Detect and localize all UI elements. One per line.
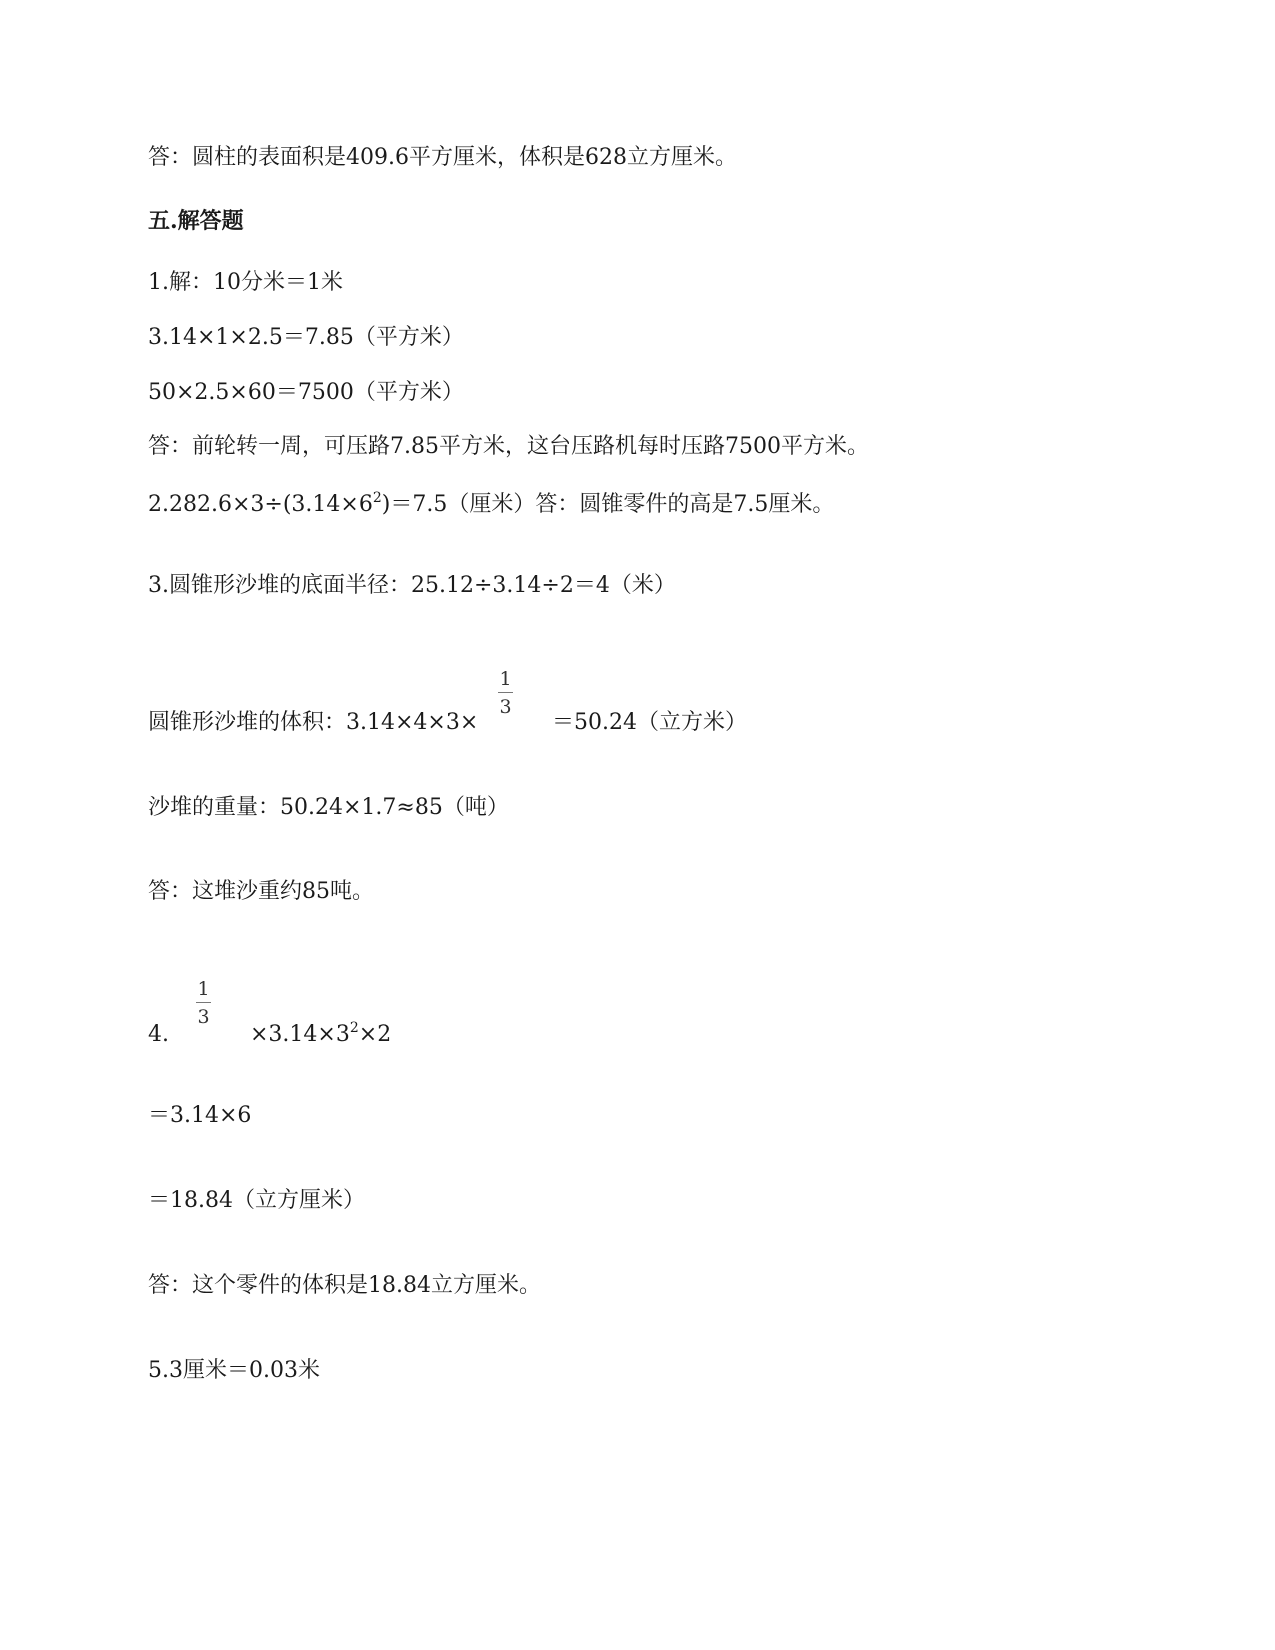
fraction-bar xyxy=(498,692,513,693)
fraction-numerator: 1 xyxy=(197,978,210,1000)
q2-solution xyxy=(148,490,834,520)
fraction-numerator: 1 xyxy=(499,668,512,690)
section-heading: 五.解答题 xyxy=(148,208,244,234)
q1-step2: 50×2.5×60＝7500（平方米） xyxy=(148,380,464,405)
q3-volume-b: ＝50.24（立方米） xyxy=(552,710,747,735)
q1-step1: 3.14×1×2.5＝7.85（平方米） xyxy=(148,325,464,350)
q2-part-a: 2.282.6×3÷(3.14×6 xyxy=(148,492,373,517)
q4-step2: ＝18.84（立方厘米） xyxy=(148,1188,365,1213)
fraction-bar xyxy=(196,1002,211,1003)
q4-number: 4. xyxy=(148,1022,169,1047)
fraction-denominator: 3 xyxy=(197,1006,210,1028)
q1-conversion: 1.解：10分米＝1米 xyxy=(148,270,343,295)
q4-part-c: ×2 xyxy=(358,1022,392,1047)
q1-answer: 答：前轮转一周，可压路7.85平方米，这台压路机每时压路7500平方米。 xyxy=(148,434,869,459)
q3-weight: 沙堆的重量：50.24×1.7≈85（吨） xyxy=(148,795,509,820)
q3-answer: 答：这堆沙重约85吨。 xyxy=(148,879,374,904)
fraction-denominator: 3 xyxy=(499,696,512,718)
q2-part-b: )＝7.5（厘米）答：圆锥零件的高是7.5厘米。 xyxy=(381,492,835,517)
q4-step1: ＝3.14×6 xyxy=(148,1103,252,1128)
q4-expression xyxy=(250,1020,391,1050)
fraction-one-third xyxy=(196,978,211,1028)
q3-volume-a: 圆锥形沙堆的体积：3.14×4×3× xyxy=(148,710,479,735)
q3-radius: 3.圆锥形沙堆的底面半径：25.12÷3.14÷2＝4（米） xyxy=(148,573,676,598)
q2-exponent: 2 xyxy=(372,490,382,506)
q4-answer: 答：这个零件的体积是18.84立方厘米。 xyxy=(148,1273,541,1298)
answer-cylinder: 答：圆柱的表面积是409.6平方厘米，体积是628立方厘米。 xyxy=(148,145,737,170)
fraction-one-third xyxy=(498,668,513,718)
q4-exponent: 2 xyxy=(349,1020,359,1036)
q5-conversion: 5.3厘米＝0.03米 xyxy=(148,1358,320,1383)
q4-part-b: ×3.14×3 xyxy=(250,1022,350,1047)
